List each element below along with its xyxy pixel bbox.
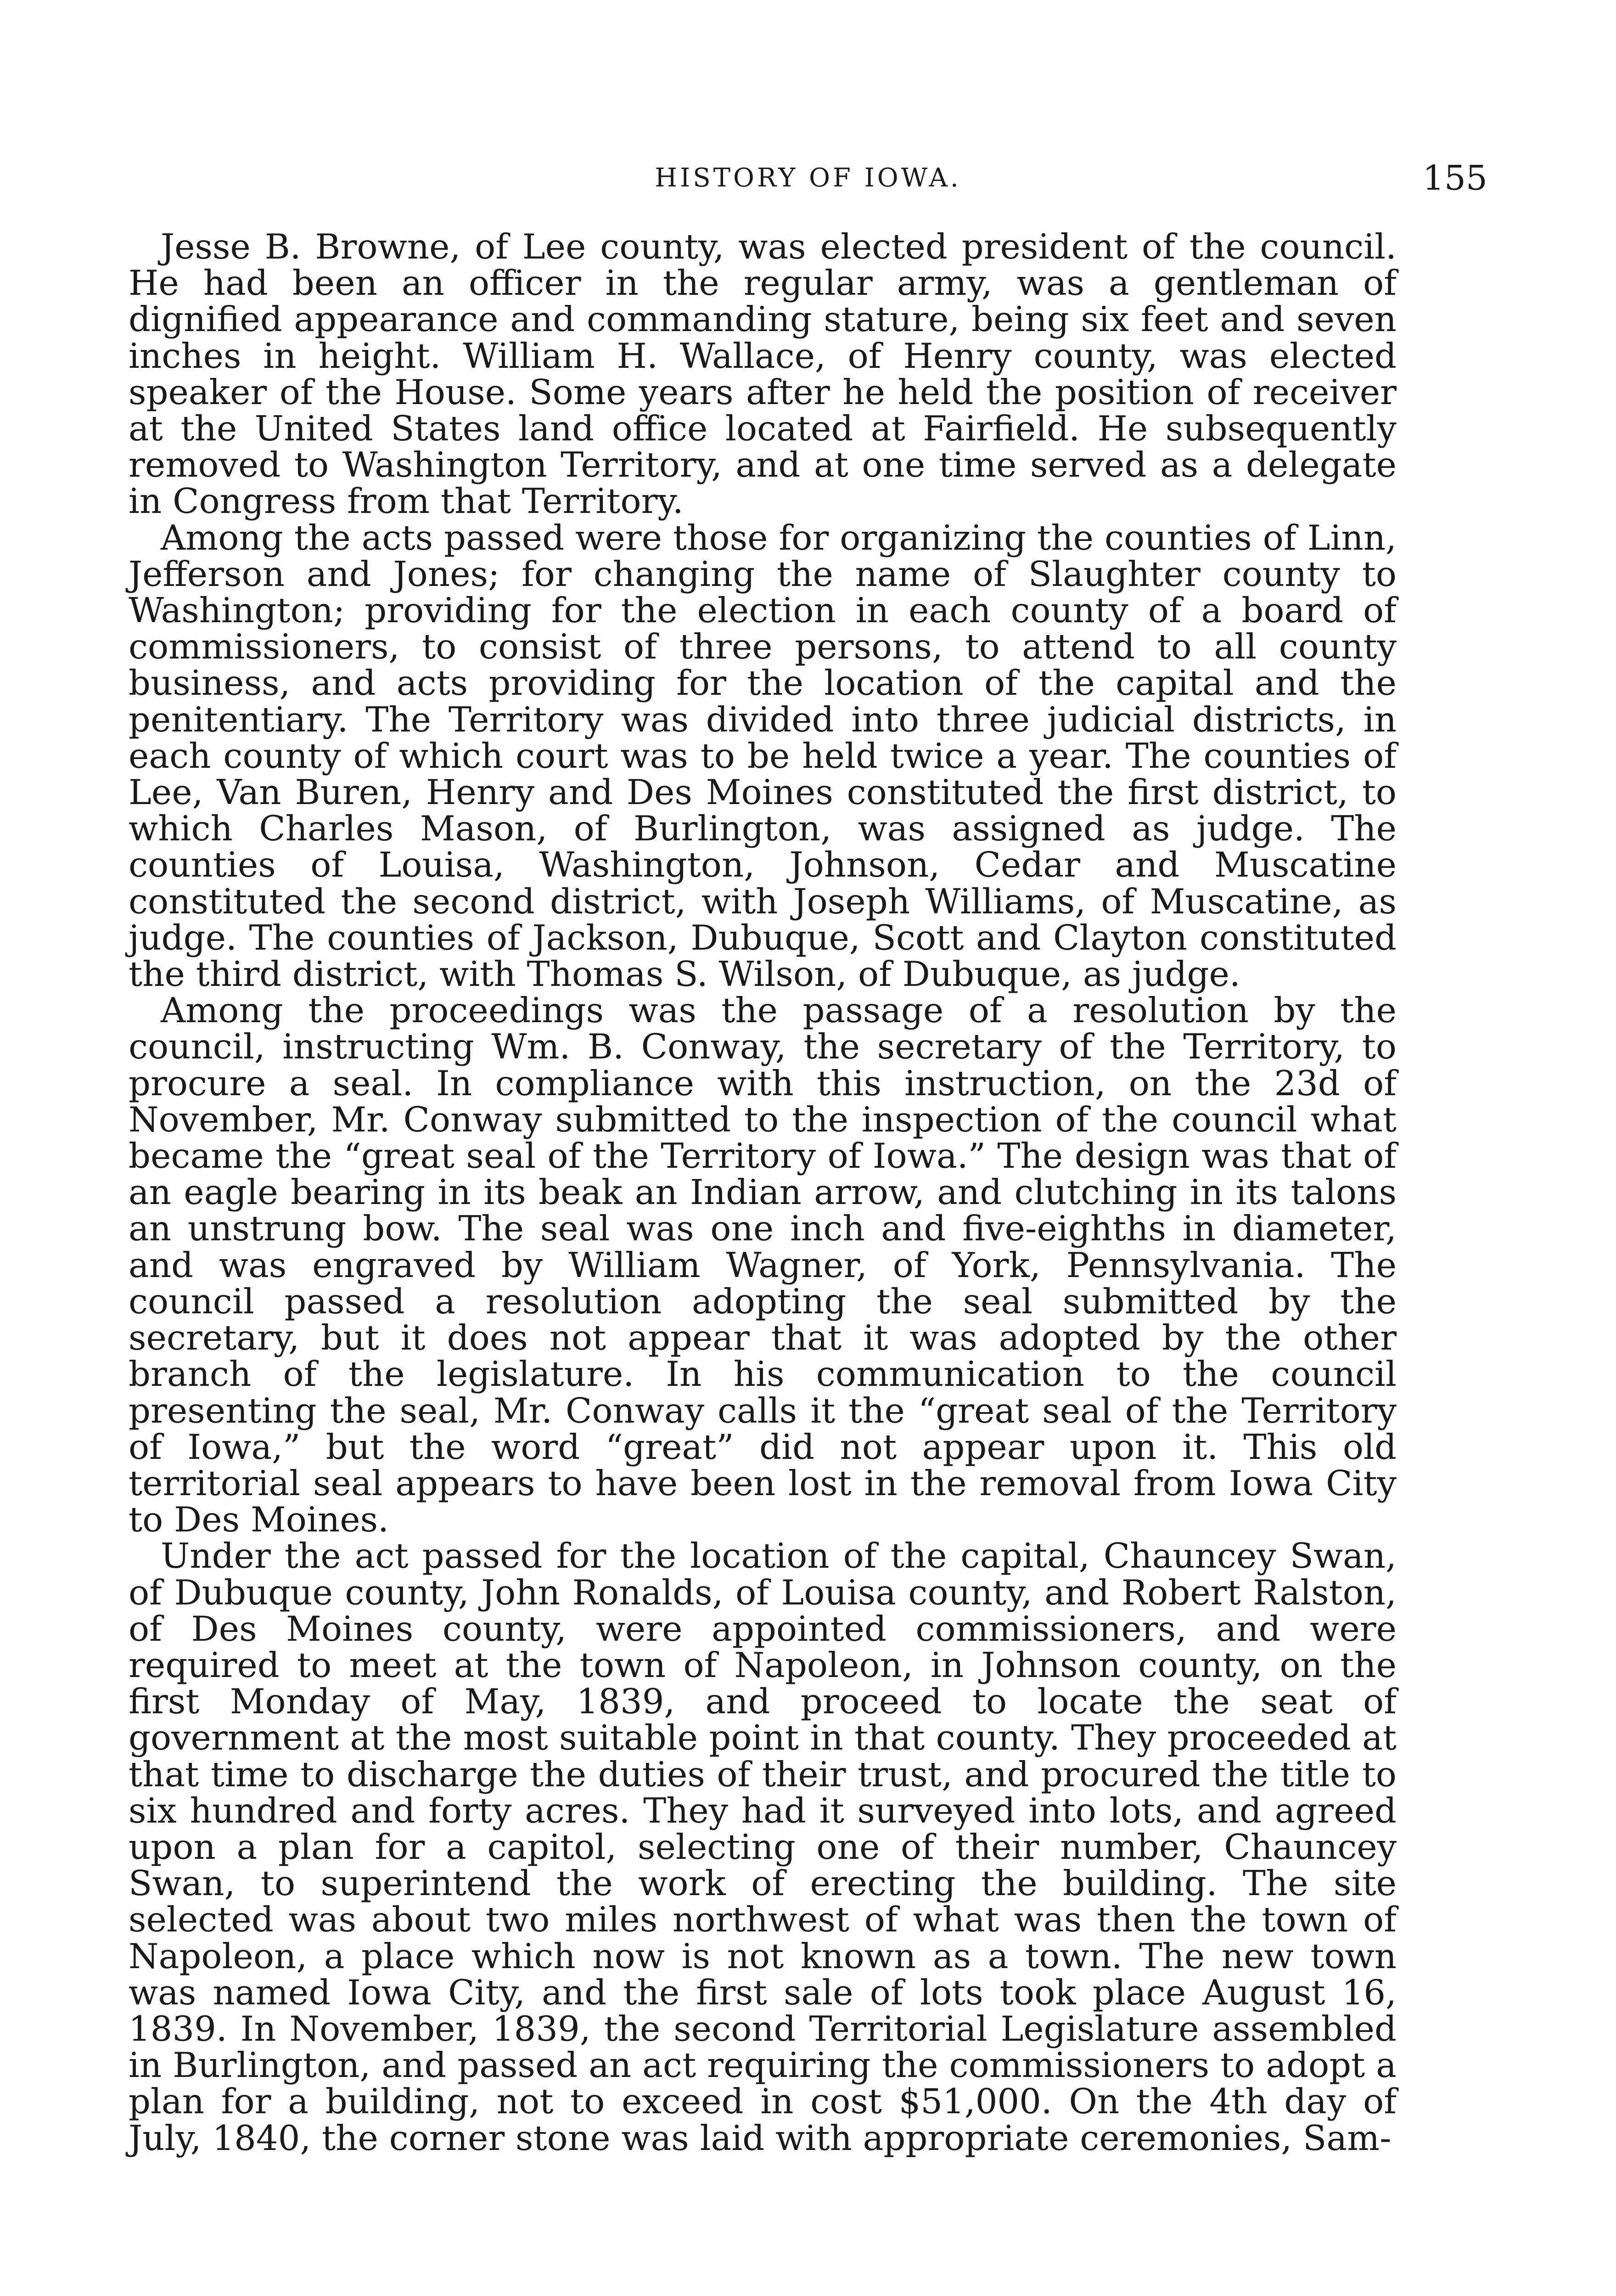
running-title: HISTORY OF IOWA. [655, 163, 961, 193]
page-number: 155 [1422, 158, 1487, 198]
body-text [129, 226, 1397, 2158]
paragraph-council-officers: Jesse B. Browne, of Lee county, was elected president of the council. He had been an officer in the regular army, was a gentleman of dignified appearance and commanding stature, being six feet and seven inches in height. William H. Wallace, of Henry county, was elected speaker of the House. Some years after he held the position of receiver at the United States land office located at Fairfield. He subsequently removed to Washington Territory, and at one time served as a delegate in Congress from that Territory. [129, 226, 1397, 522]
running-header [129, 158, 1487, 200]
paragraph-capital-location: Under the act passed for the location of the capital, Chauncey Swan, of Dubuque county, John Ronalds, of Louisa county, and Robert Ralston, of Des Moines county, were appointed commissioners, and were required to meet at the town of Napoleon, in Johnson county, on the first Monday of May, 1839, and proceed to locate the seat of government at the most suitable point in that county. They proceeded at that time to discharge the duties of their trust, and procured the title to six hundred and forty acres. They had it surveyed into lots, and agreed upon a plan for a capitol, selecting one of their number, Chauncey Swan, to superintend the work of erecting the building. The site selected was about two miles northwest of what was then the town of Napoleon, a place which now is not known as a town. The new town was named Iowa City, and the first sale of lots took place August 16, 1839. In November, 1839, the second Territorial Legislature assembled in Burlington, and passed an act requiring the commissioners to adopt a plan for a building, not to exceed in cost $51,000. On the 4th day of July, 1840, the corner stone was laid with appropriate ceremonies, Sam- [129, 1536, 1397, 2158]
paragraph-acts-passed: Among the acts passed were those for organizing the counties of Linn, Jefferson and Jones; for changing the name of Slaughter county to Washington; providing for the election in each county of a board of commissioners, to consist of three persons, to attend to all county business, and acts providing for the location of the capital and the penitentiary. The Territory was divided into three judicial districts, in each county of which court was to be held twice a year. The counties of Lee, Van Buren, Henry and Des Moines constituted the first district, to which Charles Mason, of Burlington, was assigned as judge. The counties of Louisa, Washington, Johnson, Cedar and Muscatine constituted the second district, with Joseph Williams, of Muscatine, as judge. The counties of Jackson, Dubuque, Scott and Clayton constituted the third district, with Thomas S. Wilson, of Dubuque, as judge. [129, 517, 1397, 995]
paragraph-territorial-seal: Among the proceedings was the passage of a resolution by the council, instructing Wm. B. Conway, the secretary of the Territory, to procure a seal. In compliance with this instruction, on the 23d of November, Mr. Conway submitted to the inspection of the council what became the “great seal of the Territory of Iowa.” The design was that of an eagle bearing in its beak an Indian arrow, and clutching in its talons an unstrung bow. The seal was one inch and five-eighths in diameter, and was engraved by William Wagner, of York, Pennsylvania. The council passed a resolution adopting the seal submitted by the secretary, but it does not appear that it was adopted by the other branch of the legislature. In his communication to the council presenting the seal, Mr. Conway calls it the “great seal of the Territory of Iowa,” but the word “great” did not appear upon it. This old territorial seal appears to have been lost in the removal from Iowa City to Des Moines. [129, 990, 1397, 1540]
